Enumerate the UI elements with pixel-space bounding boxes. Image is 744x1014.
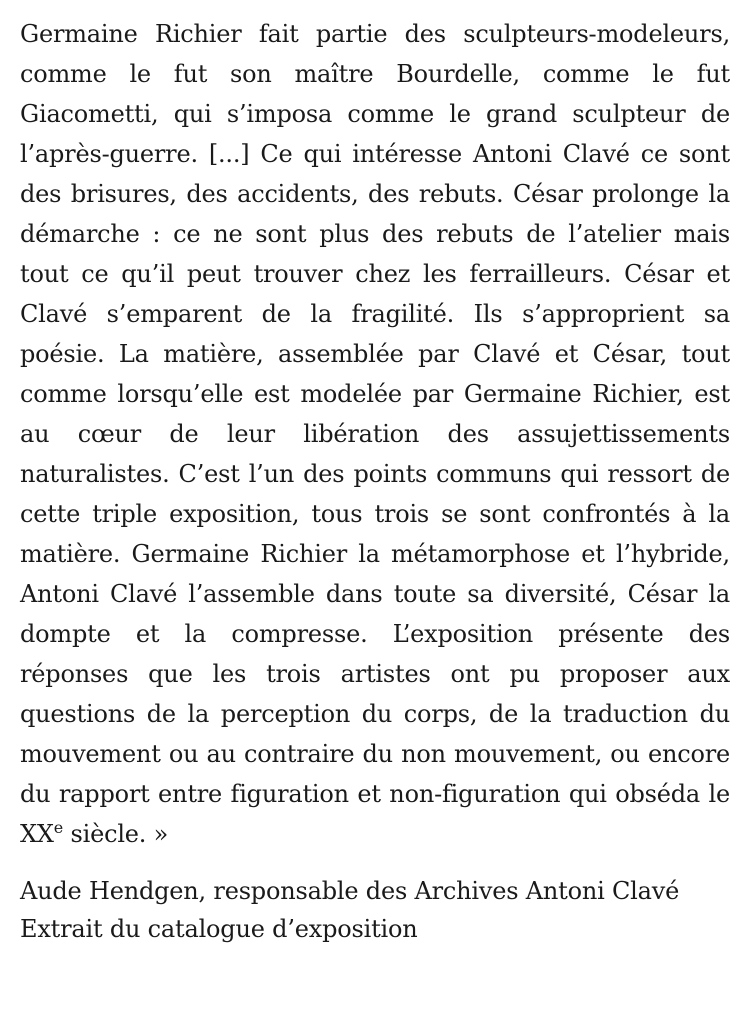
quote-ending: siècle. » — [63, 820, 169, 848]
source-credit: Extrait du catalogue d’exposition — [20, 915, 418, 943]
author-credit: Aude Hendgen, responsable des Archives Antoni Clavé — [20, 877, 680, 905]
century-superscript: e — [53, 818, 64, 837]
credits — [20, 872, 730, 948]
article — [20, 14, 730, 948]
quote-paragraph — [20, 14, 730, 854]
quote-body: Germaine Richier fait partie des sculpteurs-modeleurs, comme le fut son maître Bourdelle, comme le fut Giacometti, qui s’imposa comme le grand sculpteur de l’après-guerre. [...] Ce qui intéresse Antoni Clavé ce sont des brisures, des accidents, des rebuts. César prolonge la démarche : ce ne sont plus des rebuts de l’atelier mais tout ce qu’il peut trouver chez les ferrailleurs. César et Clavé s’emparent de la fragilité. Ils s’approprient sa poésie. La matière, assemblée par Clavé et César, tout comme lorsqu’elle est modelée par Germaine Richier, est au cœur de leur libération des assujettissements naturalistes. C’est l’un des points communs qui ressort de cette triple exposition, tous trois se sont confrontés à la matière. Germaine Richier la métamorphose et l’hybride, Antoni Clavé l’assemble dans toute sa diversité, César la dompte et la compresse. L’exposition présente des réponses que les trois artistes ont pu proposer aux questions de la perception du corps, de la traduction du mouvement ou au contraire du non mouvement, ou encore du rapport entre figuration et non-figuration qui obséda le XX — [20, 20, 730, 848]
